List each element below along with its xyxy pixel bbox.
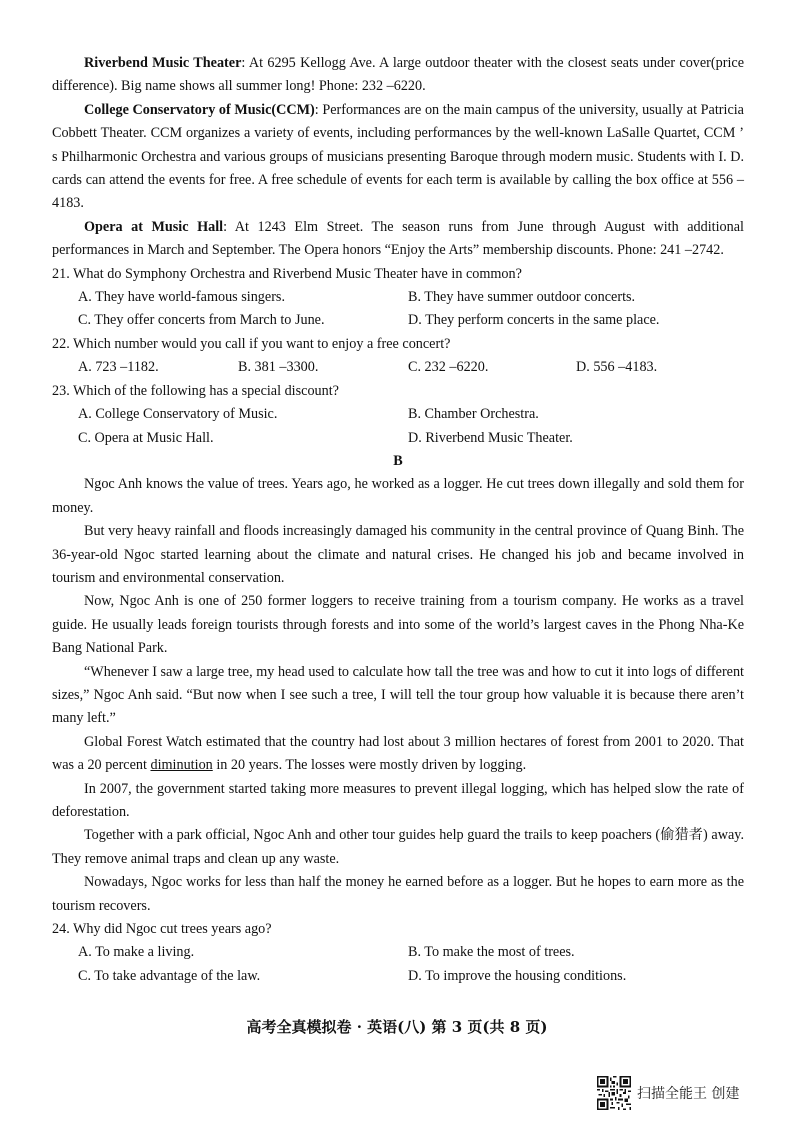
passage-paragraph: Ngoc Anh knows the value of trees. Years ago, he worked as a logger. He cut trees down illegally and sold them for money. (52, 476, 744, 516)
option-a: A. College Conservatory of Music. (78, 406, 278, 423)
exam-page (52, 52, 744, 988)
passage-paragraph: Now, Ngoc Anh is one of 250 former loggers to receive training from a tourism company. He works as a travel guide. He usually leads foreign tourists through forests and into some of the world’s largest caves in the Phong Nha-Ke Bang National Park. (52, 593, 744, 657)
venue-name: College Conservatory of Music(CCM) (84, 101, 315, 118)
option-b: B. They have summer outdoor concerts. (408, 289, 636, 306)
venue-text: At 6295 Kellogg Ave. A large outdoor theater with the closest seats under cover(price difference). Big name shows all summer long! Phone: 232 –6220. (52, 55, 744, 95)
qr-code-icon (597, 1076, 631, 1110)
scanner-label: 扫描全能王 创建 (637, 1086, 740, 1102)
underlined-word: diminution (150, 757, 213, 774)
option-a: A. They have world-famous singers. (78, 289, 285, 306)
venue-opera: Opera at Music Hall: At 1243 Elm Street. The season runs from June through August with additional performances in March and September. The Opera honors “Enjoy the Arts” membership discounts. Phone: 241 –2742. (52, 218, 744, 259)
venue-text: Performances are on the main campus of the university, usually at Patricia Cobbett Theater. CCM organizes a variety of events, including performances by the well-known LaSalle Quartet, CCM ’ s Philharmonic Orchestra and various groups of musicians presenting Baroque through modern music. Students with I. D. cards can attend the events for free. A free schedule of events for each term is available by calling the box office at 556 –4183. (52, 101, 744, 212)
option-a: A. 723 –1182. (78, 359, 159, 376)
question-24-stem: 24. Why did Ngoc cut trees years ago? (52, 921, 272, 938)
page-footer: 高考全真模拟卷 · 英语(八) 第 3 页(共 8 页) (246, 1018, 548, 1036)
passage-paragraph: But very heavy rainfall and floods increasingly damaged his community in the central province of Quang Binh. The 36-year-old Ngoc started learning about the climate and natural crises. He changed his job and became involved in tourism and environmental conservation. (52, 523, 744, 586)
passage-paragraph: Together with a park official, Ngoc Anh and other tour guides help guard the trails to keep poachers (偷猎者) away. They remove animal traps and clean up any waste. (52, 827, 744, 867)
option-c: C. Opera at Music Hall. (78, 429, 214, 446)
option-b: B. 381 –3300. (238, 359, 319, 376)
option-d: D. To improve the housing conditions. (408, 967, 627, 984)
scanner-watermark (597, 1076, 739, 1110)
question-21-stem: 21. What do Symphony Orchestra and Riverbend Music Theater have in common? (52, 265, 522, 282)
question-22-options (52, 356, 744, 379)
question-22-stem: 22. Which number would you call if you want to enjoy a free concert? (52, 335, 451, 352)
passage-paragraph: Global Forest Watch estimated that the country had lost about 3 million hectares of forest from 2001 to 2020. That was a 20 percent diminution in 20 years. The losses were mostly driven by logging. (52, 733, 744, 774)
option-d: D. Riverbend Music Theater. (408, 429, 573, 446)
question-23-stem: 23. Which of the following has a special discount? (52, 382, 339, 399)
option-b: B. To make the most of trees. (408, 944, 575, 961)
venue-name: Riverbend Music Theater (84, 55, 242, 71)
question-21-options (52, 286, 744, 333)
option-c: C. To take advantage of the law. (78, 967, 261, 984)
option-d: D. They perform concerts in the same place. (408, 312, 660, 329)
passage-paragraph: Nowadays, Ngoc works for less than half the money he earned before as a logger. But he hopes to earn more as the tourism recovers. (52, 874, 744, 914)
venue-riverbend: Riverbend Music Theater: At 6295 Kellogg Ave. A large outdoor theater with the closest seats under cover(price difference). Big name shows all summer long! Phone: 232 –6220. (52, 55, 744, 95)
question-24-options (52, 941, 744, 988)
option-c: C. 232 –6220. (408, 359, 489, 376)
venue-text: At 1243 Elm Street. The season runs from June through August with additional performances in March and September. The Opera honors “Enjoy the Arts” membership discounts. Phone: 241 –2742. (52, 218, 744, 259)
venue-name: Opera at Music Hall (84, 218, 224, 235)
question-23-options (52, 403, 744, 450)
option-d: D. 556 –4183. (576, 359, 658, 376)
venue-ccm: College Conservatory of Music(CCM): Performances are on the main campus of the university, usually at Patricia Cobbett Theater. CCM organizes a variety of events, including performances by the well-known LaSalle Quartet, CCM ’ s Philharmonic Orchestra and various groups of musicians presenting Baroque through modern music. Students with I. D. cards can attend the events for free. A free schedule of events for each term is available by calling the box office at 556 –4183. (52, 101, 744, 212)
option-a: A. To make a living. (78, 944, 195, 961)
section-b-heading: B (393, 452, 403, 469)
option-b: B. Chamber Orchestra. (408, 406, 539, 423)
passage-paragraph: In 2007, the government started taking more measures to prevent illegal logging, which has helped slow the rate of deforestation. (52, 780, 744, 820)
passage-paragraph: “Whenever I saw a large tree, my head used to calculate how tall the tree was and how to cut it into logs of different sizes,” Ngoc Anh said. “But now when I see such a tree, I will tell the tour group how valuable it is because there aren’t many left.” (52, 663, 744, 727)
option-c: C. They offer concerts from March to June. (78, 312, 325, 329)
